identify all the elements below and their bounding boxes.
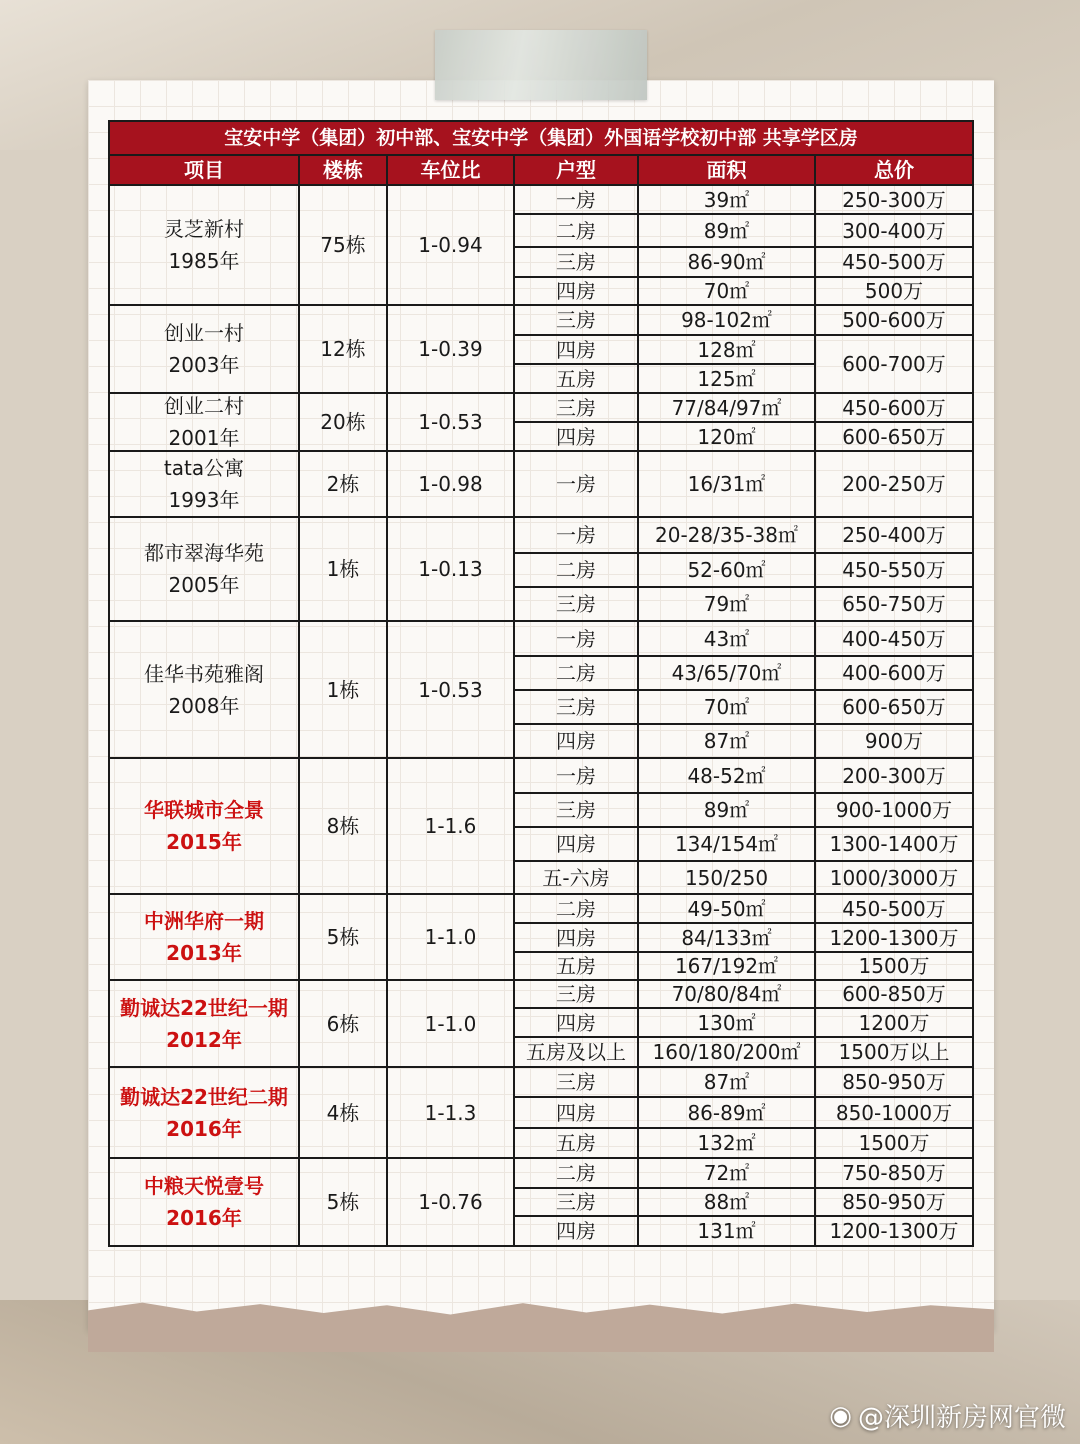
area-cell: 70/80/84㎡ xyxy=(638,980,815,1008)
buildings-cell: 6栋 xyxy=(299,980,387,1067)
table-row xyxy=(109,621,973,656)
area-cell: 49-50㎡ xyxy=(638,894,815,923)
unit-type-cell: 三房 xyxy=(514,793,638,827)
unit-type-cell: 一房 xyxy=(514,517,638,553)
project-cell xyxy=(109,1158,299,1246)
project-name: 华联城市全景 xyxy=(144,798,264,822)
unit-type-cell: 五房 xyxy=(514,1128,638,1158)
unit-type-cell: 四房 xyxy=(514,923,638,952)
total-price-cell: 600-650万 xyxy=(815,690,973,724)
table-row xyxy=(109,1158,973,1188)
total-price-cell: 750-850万 xyxy=(815,1158,973,1188)
header-total-price: 总价 xyxy=(815,155,973,185)
table-row xyxy=(109,517,973,553)
area-cell: 98-102㎡ xyxy=(638,305,815,335)
project-name: 都市翠海华苑 xyxy=(144,541,264,565)
total-price-cell: 1200万 xyxy=(815,1008,973,1037)
table-row xyxy=(109,305,973,335)
header-parking-ratio: 车位比 xyxy=(387,155,514,185)
project-cell xyxy=(109,451,299,517)
header-buildings: 楼栋 xyxy=(299,155,387,185)
parking-ratio-cell: 1-0.98 xyxy=(387,451,514,517)
project-name: tata公寓 xyxy=(163,456,245,480)
total-price-cell: 1500万 xyxy=(815,952,973,980)
header-unit-type: 户型 xyxy=(514,155,638,185)
parking-ratio-cell: 1-1.0 xyxy=(387,980,514,1067)
total-price-cell: 600-650万 xyxy=(815,422,973,451)
watermark-text: @深圳新房网官微 xyxy=(857,1403,1066,1433)
school-district-housing-table xyxy=(108,120,974,1247)
buildings-cell: 2栋 xyxy=(299,451,387,517)
area-cell: 84/133㎡ xyxy=(638,923,815,952)
parking-ratio-cell: 1-1.3 xyxy=(387,1067,514,1158)
project-year: 2008年 xyxy=(168,693,240,718)
area-cell: 70㎡ xyxy=(638,690,815,724)
area-cell: 86-89㎡ xyxy=(638,1097,815,1128)
unit-type-cell: 三房 xyxy=(514,690,638,724)
parking-ratio-cell: 1-0.13 xyxy=(387,517,514,621)
project-name: 创业二村 xyxy=(164,394,244,418)
area-cell: 70㎡ xyxy=(638,277,815,305)
unit-type-cell: 一房 xyxy=(514,758,638,793)
project-name: 中粮天悦壹号 xyxy=(144,1174,264,1198)
project-year: 2016年 xyxy=(166,1116,242,1141)
unit-type-cell: 五房及以上 xyxy=(514,1037,638,1067)
unit-type-cell: 五房 xyxy=(514,364,638,393)
unit-type-cell: 五房 xyxy=(514,952,638,980)
unit-type-cell: 三房 xyxy=(514,980,638,1008)
unit-type-cell: 一房 xyxy=(514,621,638,656)
unit-type-cell: 三房 xyxy=(514,587,638,621)
unit-type-cell: 三房 xyxy=(514,1067,638,1097)
project-name: 佳华书苑雅阁 xyxy=(144,661,264,686)
unit-type-cell: 四房 xyxy=(514,335,638,364)
project-year: 2005年 xyxy=(168,573,240,597)
project-cell xyxy=(109,1067,299,1158)
project-name: 灵芝新村 xyxy=(164,217,244,241)
unit-type-cell: 一房 xyxy=(514,185,638,214)
unit-type-cell: 四房 xyxy=(514,1097,638,1128)
buildings-cell: 5栋 xyxy=(299,894,387,980)
total-price-cell: 1300-1400万 xyxy=(815,827,973,861)
total-price-cell: 1500万以上 xyxy=(815,1037,973,1067)
total-price-cell: 650-750万 xyxy=(815,587,973,621)
area-cell: 16/31㎡ xyxy=(638,451,815,517)
project-year: 1985年 xyxy=(168,249,240,273)
unit-type-cell: 四房 xyxy=(514,1216,638,1246)
project-year: 2012年 xyxy=(166,1027,242,1052)
project-cell xyxy=(109,393,299,451)
total-price-cell: 900-1000万 xyxy=(815,793,973,827)
total-price-cell: 900万 xyxy=(815,724,973,758)
table-row xyxy=(109,894,973,923)
unit-type-cell: 一房 xyxy=(514,451,638,517)
parking-ratio-cell: 1-1.0 xyxy=(387,894,514,980)
project-cell xyxy=(109,758,299,894)
total-price-cell: 450-600万 xyxy=(815,393,973,422)
area-cell: 150/250 xyxy=(638,861,815,894)
total-price-cell: 500-600万 xyxy=(815,305,973,335)
total-price-cell: 1500万 xyxy=(815,1128,973,1158)
unit-type-cell: 二房 xyxy=(514,1158,638,1188)
unit-type-cell: 二房 xyxy=(514,656,638,690)
project-cell xyxy=(109,517,299,621)
total-price-cell: 850-950万 xyxy=(815,1188,973,1216)
total-price-cell: 450-550万 xyxy=(815,553,973,587)
project-cell xyxy=(109,185,299,305)
unit-type-cell: 四房 xyxy=(514,724,638,758)
unit-type-cell: 五-六房 xyxy=(514,861,638,894)
unit-type-cell: 三房 xyxy=(514,247,638,277)
buildings-cell: 12栋 xyxy=(299,305,387,393)
total-price-cell: 850-1000万 xyxy=(815,1097,973,1128)
parking-ratio-cell: 1-1.6 xyxy=(387,758,514,894)
project-name: 中洲华府一期 xyxy=(144,909,264,933)
area-cell: 52-60㎡ xyxy=(638,553,815,587)
area-cell: 125㎡ xyxy=(638,364,815,393)
area-cell: 131㎡ xyxy=(638,1216,815,1246)
total-price-cell: 300-400万 xyxy=(815,214,973,247)
unit-type-cell: 三房 xyxy=(514,305,638,335)
buildings-cell: 8栋 xyxy=(299,758,387,894)
area-cell: 130㎡ xyxy=(638,1008,815,1037)
buildings-cell: 4栋 xyxy=(299,1067,387,1158)
project-year: 2003年 xyxy=(168,353,240,377)
table-row xyxy=(109,1067,973,1097)
area-cell: 79㎡ xyxy=(638,587,815,621)
area-cell: 86-90㎡ xyxy=(638,247,815,277)
table-row xyxy=(109,451,973,517)
table-row xyxy=(109,980,973,1008)
total-price-cell: 500万 xyxy=(815,277,973,305)
watermark xyxy=(829,1397,1066,1434)
total-price-cell: 1000/3000万 xyxy=(815,861,973,894)
total-price-cell: 250-400万 xyxy=(815,517,973,553)
unit-type-cell: 二房 xyxy=(514,553,638,587)
total-price-cell: 1200-1300万 xyxy=(815,923,973,952)
table-title: 宝安中学（集团）初中部、宝安中学（集团）外国语学校初中部 共享学区房 xyxy=(109,121,973,155)
area-cell: 120㎡ xyxy=(638,422,815,451)
total-price-cell: 1200-1300万 xyxy=(815,1216,973,1246)
parking-ratio-cell: 1-0.53 xyxy=(387,393,514,451)
buildings-cell: 5栋 xyxy=(299,1158,387,1246)
total-price-cell: 400-450万 xyxy=(815,621,973,656)
unit-type-cell: 四房 xyxy=(514,422,638,451)
project-year: 2015年 xyxy=(166,830,242,854)
unit-type-cell: 四房 xyxy=(514,1008,638,1037)
area-cell: 160/180/200㎡ xyxy=(638,1037,815,1067)
project-year: 2013年 xyxy=(166,941,242,965)
total-price-cell: 400-600万 xyxy=(815,656,973,690)
area-cell: 134/154㎡ xyxy=(638,827,815,861)
parking-ratio-cell: 1-0.39 xyxy=(387,305,514,393)
total-price-cell: 450-500万 xyxy=(815,894,973,923)
project-year: 2001年 xyxy=(168,426,240,450)
project-year: 1993年 xyxy=(168,488,240,512)
area-cell: 88㎡ xyxy=(638,1188,815,1216)
area-cell: 39㎡ xyxy=(638,185,815,214)
table-body xyxy=(109,185,973,1246)
project-cell xyxy=(109,621,299,758)
area-cell: 20-28/35-38㎡ xyxy=(638,517,815,553)
area-cell: 87㎡ xyxy=(638,724,815,758)
buildings-cell: 1栋 xyxy=(299,621,387,758)
table-row xyxy=(109,185,973,214)
total-price-cell: 600-700万 xyxy=(815,335,973,393)
area-cell: 132㎡ xyxy=(638,1128,815,1158)
unit-type-cell: 四房 xyxy=(514,827,638,861)
project-name: 创业一村 xyxy=(164,321,244,345)
total-price-cell: 600-850万 xyxy=(815,980,973,1008)
area-cell: 87㎡ xyxy=(638,1067,815,1097)
header-area: 面积 xyxy=(638,155,815,185)
total-price-cell: 850-950万 xyxy=(815,1067,973,1097)
area-cell: 43㎡ xyxy=(638,621,815,656)
total-price-cell: 250-300万 xyxy=(815,185,973,214)
header-project: 项目 xyxy=(109,155,299,185)
area-cell: 77/84/97㎡ xyxy=(638,393,815,422)
area-cell: 89㎡ xyxy=(638,214,815,247)
area-cell: 128㎡ xyxy=(638,335,815,364)
unit-type-cell: 二房 xyxy=(514,894,638,923)
unit-type-cell: 二房 xyxy=(514,214,638,247)
total-price-cell: 450-500万 xyxy=(815,247,973,277)
project-name: 勤诚达22世纪二期 xyxy=(120,1084,288,1109)
weibo-icon: ◉ xyxy=(829,1400,852,1431)
area-cell: 43/65/70㎡ xyxy=(638,656,815,690)
project-name: 勤诚达22世纪一期 xyxy=(120,995,288,1020)
project-year: 2016年 xyxy=(166,1206,242,1230)
unit-type-cell: 四房 xyxy=(514,277,638,305)
unit-type-cell: 三房 xyxy=(514,393,638,422)
area-cell: 89㎡ xyxy=(638,793,815,827)
unit-type-cell: 三房 xyxy=(514,1188,638,1216)
project-cell xyxy=(109,980,299,1067)
project-cell xyxy=(109,305,299,393)
buildings-cell: 75栋 xyxy=(299,185,387,305)
parking-ratio-cell: 1-0.94 xyxy=(387,185,514,305)
buildings-cell: 1栋 xyxy=(299,517,387,621)
buildings-cell: 20栋 xyxy=(299,393,387,451)
parking-ratio-cell: 1-0.53 xyxy=(387,621,514,758)
table-row xyxy=(109,758,973,793)
total-price-cell: 200-250万 xyxy=(815,451,973,517)
area-cell: 167/192㎡ xyxy=(638,952,815,980)
area-cell: 72㎡ xyxy=(638,1158,815,1188)
parking-ratio-cell: 1-0.76 xyxy=(387,1158,514,1246)
area-cell: 48-52㎡ xyxy=(638,758,815,793)
tape-strip xyxy=(435,30,647,100)
total-price-cell: 200-300万 xyxy=(815,758,973,793)
project-cell xyxy=(109,894,299,980)
table-row xyxy=(109,393,973,422)
